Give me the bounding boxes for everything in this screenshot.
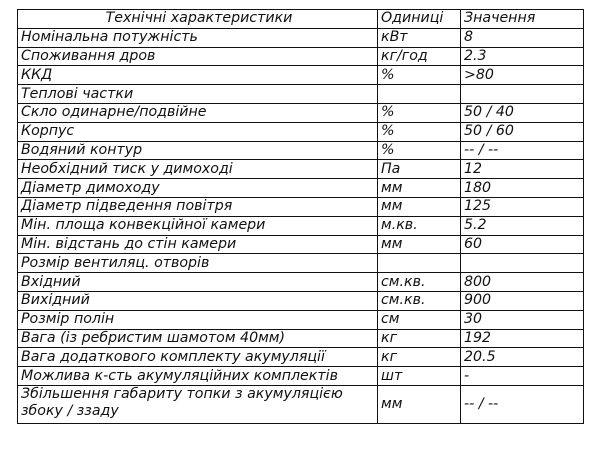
table-row — [18, 329, 584, 348]
row-value: - — [461, 367, 584, 386]
table-row — [18, 66, 584, 85]
row-unit: мм — [378, 197, 461, 216]
row-unit: мм — [378, 385, 461, 423]
table-row — [18, 28, 584, 47]
row-unit: кг/год — [378, 47, 461, 66]
row-unit: м.кв. — [378, 216, 461, 235]
row-value: -- / -- — [461, 141, 584, 160]
row-param: Теплові частки — [18, 85, 378, 104]
row-unit: шт — [378, 367, 461, 386]
table-row — [18, 348, 584, 367]
row-value: 12 — [461, 160, 584, 179]
row-unit: % — [378, 122, 461, 141]
header-parameter: Технічні характеристики — [18, 10, 378, 29]
row-value: 800 — [461, 273, 584, 292]
row-unit — [378, 254, 461, 273]
row-unit: см.кв. — [378, 273, 461, 292]
row-unit: % — [378, 103, 461, 122]
row-param: Вхідний — [18, 273, 378, 292]
table-row — [18, 385, 584, 423]
table-row — [18, 122, 584, 141]
row-param: ККД — [18, 66, 378, 85]
table-row — [18, 254, 584, 273]
table-row — [18, 310, 584, 329]
row-param: Збільшення габариту топки з акумуляцією збоку / ззаду — [18, 385, 378, 423]
table-row — [18, 179, 584, 198]
header-unit: Одиниці — [378, 10, 461, 29]
table-row — [18, 141, 584, 160]
row-param: Розмір полін — [18, 310, 378, 329]
table-row — [18, 197, 584, 216]
table-header-row — [18, 10, 584, 29]
row-param: Вага додаткового комплекту акумуляції — [18, 348, 378, 367]
row-value: 900 — [461, 291, 584, 310]
row-value: 50 / 40 — [461, 103, 584, 122]
row-param: Діаметр підведення повітря — [18, 197, 378, 216]
table-row — [18, 273, 584, 292]
row-param: Скло одинарне/подвійне — [18, 103, 378, 122]
row-value: 2.3 — [461, 47, 584, 66]
row-unit: Па — [378, 160, 461, 179]
row-value: >80 — [461, 66, 584, 85]
row-param: Діаметр димоходу — [18, 179, 378, 198]
table-row — [18, 291, 584, 310]
row-param: Вихідний — [18, 291, 378, 310]
row-value — [461, 85, 584, 104]
row-param: Необхідний тиск у димоході — [18, 160, 378, 179]
row-value: 30 — [461, 310, 584, 329]
row-value: 5.2 — [461, 216, 584, 235]
table-row — [18, 103, 584, 122]
row-param: Можлива к-сть акумуляційних комплектів — [18, 367, 378, 386]
row-value: 8 — [461, 28, 584, 47]
row-unit — [378, 85, 461, 104]
row-unit: % — [378, 141, 461, 160]
row-param: Мін. відстань до стін камери — [18, 235, 378, 254]
row-param: Мін. площа конвекційної камери — [18, 216, 378, 235]
table-row — [18, 367, 584, 386]
row-unit: кг — [378, 348, 461, 367]
row-param: Водяний контур — [18, 141, 378, 160]
row-unit: кВт — [378, 28, 461, 47]
row-param: Корпус — [18, 122, 378, 141]
table-row — [18, 235, 584, 254]
row-unit: см.кв. — [378, 291, 461, 310]
row-param: Споживання дров — [18, 47, 378, 66]
row-param: Вага (із ребристим шамотом 40мм) — [18, 329, 378, 348]
header-value: Значення — [461, 10, 584, 29]
row-unit: % — [378, 66, 461, 85]
row-unit: кг — [378, 329, 461, 348]
row-value — [461, 254, 584, 273]
row-unit: см — [378, 310, 461, 329]
table-row — [18, 160, 584, 179]
row-value: 50 / 60 — [461, 122, 584, 141]
spec-sheet — [17, 9, 583, 424]
row-value: 180 — [461, 179, 584, 198]
row-value: -- / -- — [461, 385, 584, 423]
row-param: Номінальна потужність — [18, 28, 378, 47]
row-unit: мм — [378, 179, 461, 198]
specifications-table — [17, 9, 584, 424]
row-value: 125 — [461, 197, 584, 216]
row-value: 192 — [461, 329, 584, 348]
table-row — [18, 85, 584, 104]
row-unit: мм — [378, 235, 461, 254]
row-value: 20.5 — [461, 348, 584, 367]
row-param: Розмір вентиляц. отворів — [18, 254, 378, 273]
table-row — [18, 47, 584, 66]
row-value: 60 — [461, 235, 584, 254]
table-row — [18, 216, 584, 235]
